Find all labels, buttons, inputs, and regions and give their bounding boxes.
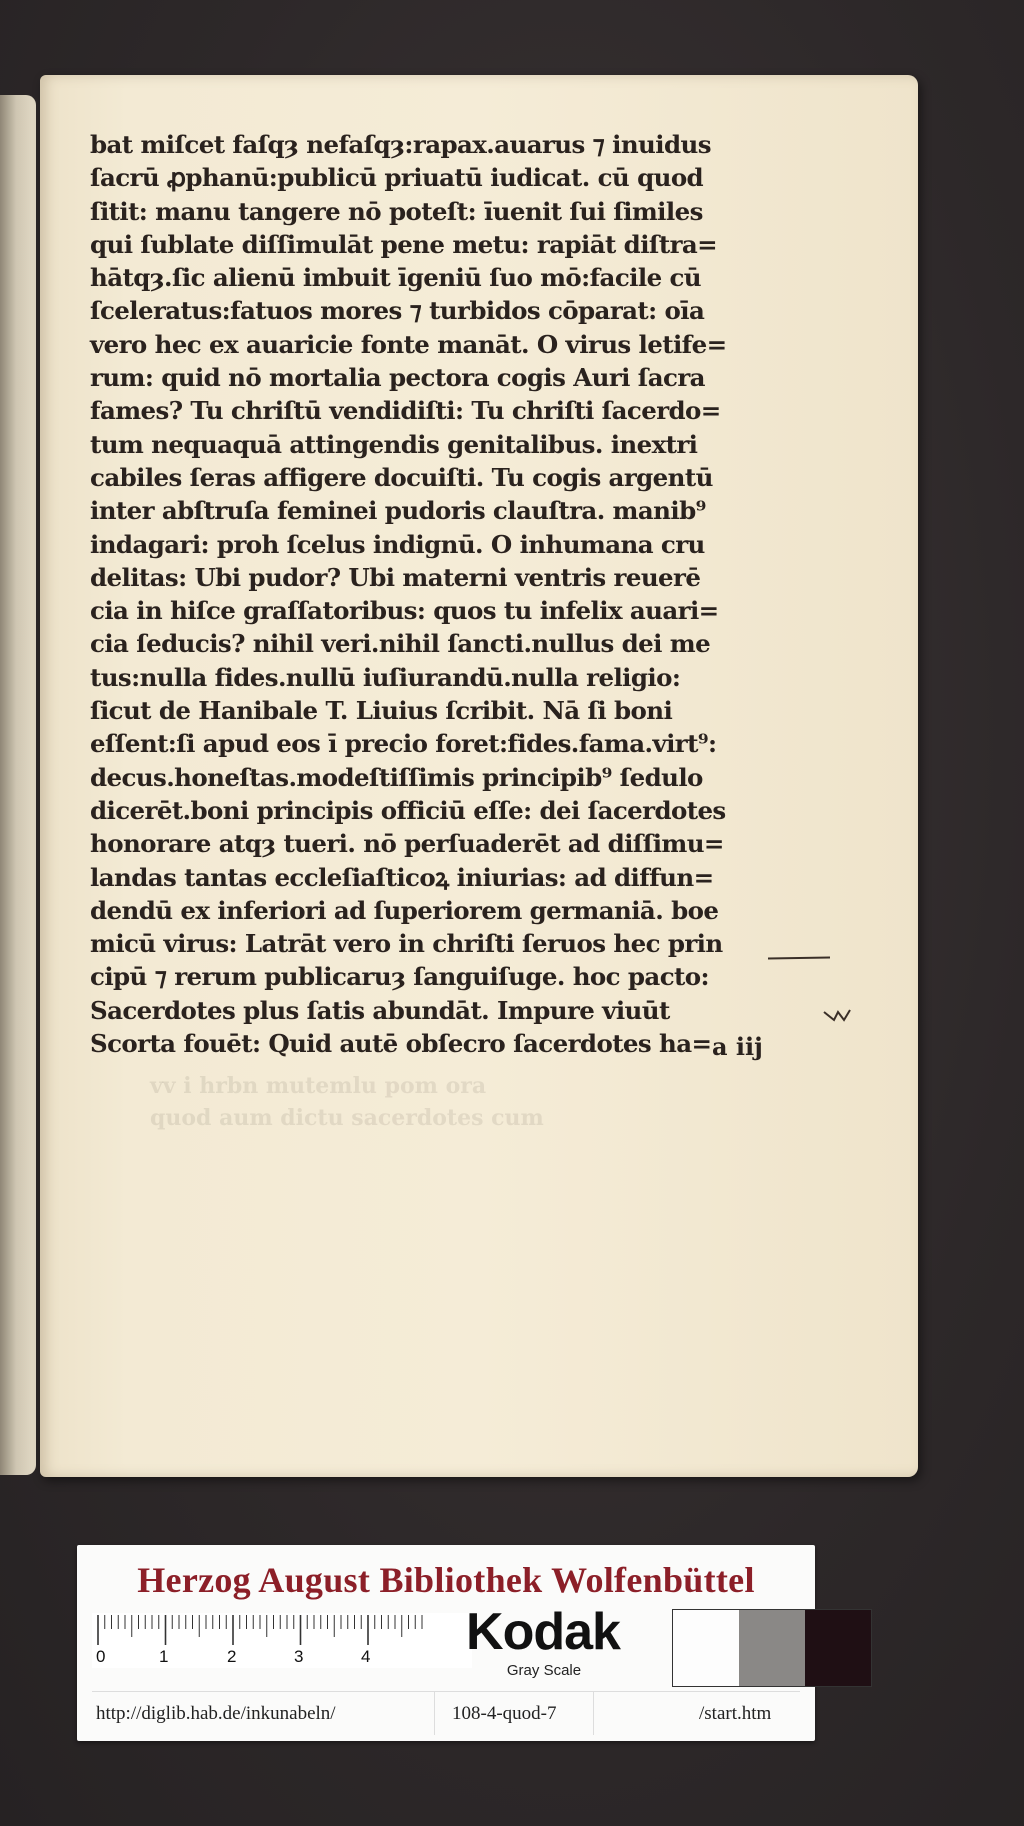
patch-dark bbox=[805, 1610, 871, 1686]
text-line: bat miſcet faſqȝ nefaſqȝ:rapax.auarus ⁊ inuidus bbox=[90, 130, 711, 159]
ruler-number: 1 bbox=[159, 1647, 169, 1666]
ruler-number: 0 bbox=[96, 1647, 106, 1666]
text-line: cabiles ſeras affigere docuiſti. Tu cogis argentū bbox=[90, 462, 713, 492]
margin-flourish-icon bbox=[822, 1006, 852, 1028]
ruler-number: 2 bbox=[227, 1647, 237, 1666]
shelfmark: 108-4-quod-7 bbox=[452, 1703, 557, 1724]
gray-scale-patches bbox=[672, 1609, 872, 1687]
text-line: cipū ⁊ rerum publicaruȝ ſanguiſuge. hoc pacto: bbox=[90, 962, 709, 992]
text-line: ſacrū ꝓphanū:publicū priuatū iudicat. cū quod bbox=[90, 163, 704, 193]
gray-scale-label: Gray Scale bbox=[506, 1662, 582, 1679]
text-line: inter abſtruſa feminei pudoris clauſtra. manib⁹ bbox=[90, 496, 706, 526]
ruler-number: 3 bbox=[294, 1647, 304, 1666]
text-line: qui ſublate diſſimulāt pene metu: rapiāt diſtra= bbox=[90, 229, 718, 259]
text-line: ſceleratus:fatuos mores ⁊ turbidos cōparat: oīa bbox=[90, 296, 705, 326]
signature-mark: a iij bbox=[712, 1032, 763, 1061]
bleed-through-text: vv i hrbn mutemlu pom ora quod aum dictu sacerdotes cum bbox=[150, 1073, 544, 1131]
text-line: decus.honeſtas.modeſtiſſimis principib⁹ ſedulo bbox=[90, 762, 703, 792]
text-line: cia in hiſce graſſatoribus: quos tu infelix auari= bbox=[90, 596, 719, 626]
ruler-number: 4 bbox=[361, 1647, 371, 1666]
patch-white bbox=[673, 1610, 739, 1686]
patch-gray bbox=[739, 1610, 805, 1686]
text-line: indagari: proh ſcelus indignū. O inhumana cru bbox=[90, 529, 705, 559]
text-line: ſicut de Hanibale T. Liuius ſcribit. Nā ſi boni bbox=[90, 696, 673, 726]
text-line: honorare atqȝ tueri. nō perſuaderēt ad diſſimu= bbox=[90, 829, 724, 859]
text-line: dendū ex inferiori ad ſuperiorem germaniā. boe bbox=[90, 895, 719, 925]
text-line: delitas: Ubi pudor? Ubi materni ventris reuerē bbox=[90, 562, 701, 592]
text-line: tum nequaquā attingendis genitalibus. inextri bbox=[90, 429, 698, 459]
calibration-card bbox=[77, 1545, 815, 1741]
text-line: Sacerdotes plus ſatis abundāt. Impure viuūt bbox=[90, 995, 670, 1025]
text-line: micū virus: Latrāt vero in chriſti ſeruos hec prin bbox=[90, 929, 723, 959]
text-line: Scorta fouēt: Quid autē obſecro ſacerdotes ha= bbox=[90, 1029, 712, 1059]
text-line: tus:nulla fides.nullū iuſiurandū.nulla religio: bbox=[90, 662, 681, 692]
start-page: /start.htm bbox=[699, 1703, 772, 1724]
text-line: eſſent:ſi apud eos ī precio foret:fides.fama.virt⁹: bbox=[90, 729, 717, 759]
text-line: landas tantas eccleſiaſticoꝝ iniurias: ad diffun= bbox=[90, 862, 714, 892]
previous-page-edge bbox=[0, 95, 36, 1475]
text-line: cia ſeducis? nihil veri.nihil ſancti.nullus dei me bbox=[90, 629, 711, 659]
card-url: http://diglib.hab.de/inkunabeln/ bbox=[96, 1703, 336, 1724]
text-line: dicerēt.boni principis officiū eſſe: dei ſacerdotes bbox=[90, 795, 726, 825]
text-line: vero hec ex auaricie fonte manāt. O virus letife= bbox=[90, 329, 727, 359]
library-title: Herzog August Bibliothek Wolfenbüttel bbox=[137, 1560, 755, 1600]
page-text bbox=[90, 128, 810, 1060]
text-line: rum: quid nō mortalia pectora cogis Auri ſacra bbox=[90, 363, 705, 393]
text-line: ſitit: manu tangere nō poteſt: īuenit ſui ſimiles bbox=[90, 196, 703, 226]
text-line: hātqȝ.ſic alienū imbuit īgeniū ſuo mō:facile cū bbox=[90, 263, 702, 293]
kodak-logo: Kodak bbox=[466, 1603, 620, 1661]
text-line: fames? Tu chriſtū vendidiſti: Tu chriſti ſacerdo= bbox=[90, 396, 721, 426]
